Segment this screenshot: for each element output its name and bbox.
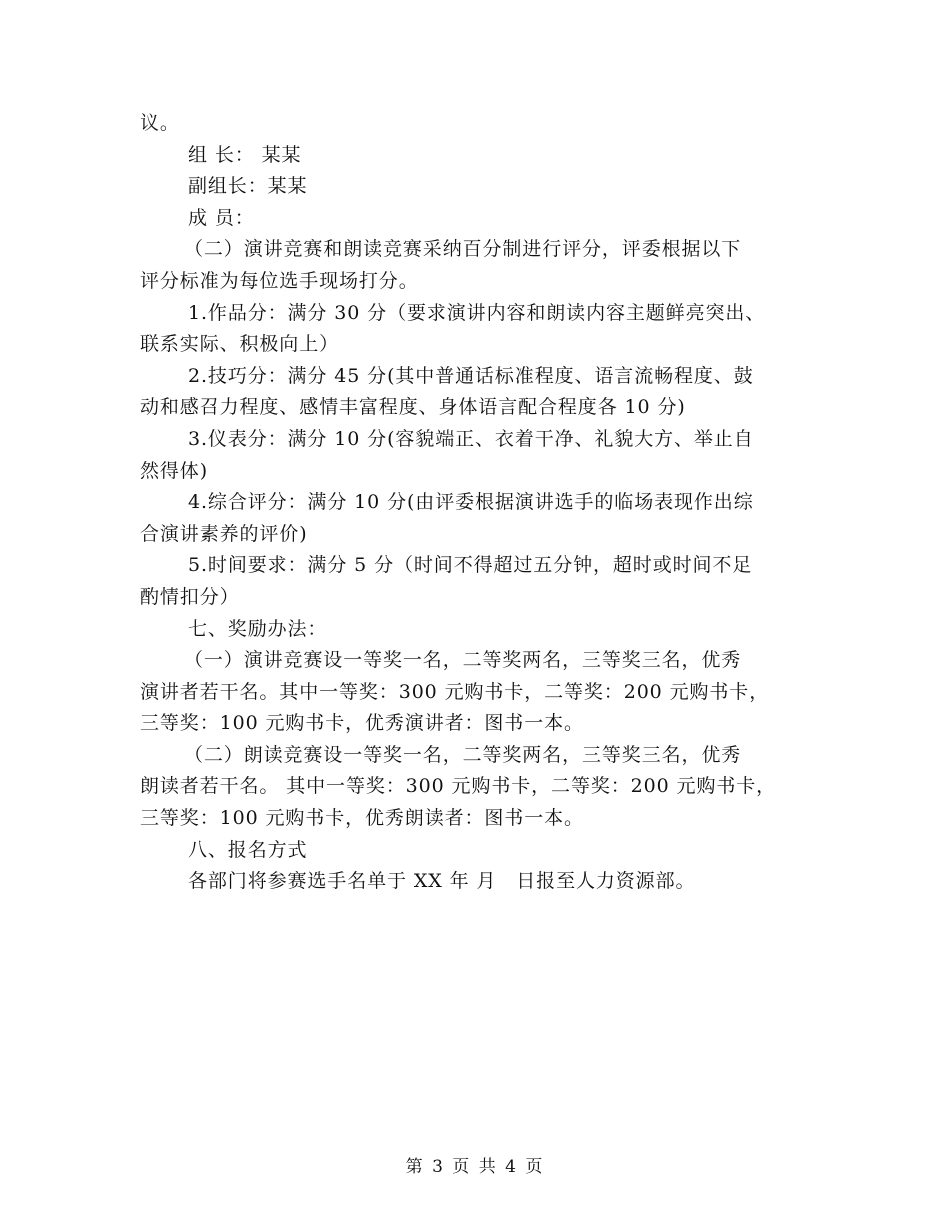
paragraph-line: 朗读者若干名。 其中一等奖：300 元购书卡，二等奖：200 元购书卡， bbox=[140, 775, 777, 798]
paragraph-line: 三等奖：100 元购书卡，优秀朗读者：图书一本。 bbox=[140, 807, 584, 830]
document-body bbox=[140, 108, 800, 898]
paragraph-line: （二）演讲竞赛和朗读竞赛采纳百分制进行评分，评委根据以下 bbox=[184, 238, 742, 261]
list-item: 2.技巧分：满分 45 分(其中普通话标准程度、语言流畅程度、鼓 bbox=[188, 364, 754, 387]
paragraph-line: 演讲者若干名。其中一等奖：300 元购书卡，二等奖：200 元购书卡， bbox=[140, 680, 770, 703]
section-heading: 七、奖励办法： bbox=[188, 617, 328, 640]
paragraph-line: （二）朗读竞赛设一等奖一名，二等奖两名，三等奖三名，优秀 bbox=[184, 743, 742, 766]
deputy-leader-line: 副组长：某某 bbox=[188, 175, 308, 198]
section-heading: 八、报名方式 bbox=[188, 838, 308, 861]
paragraph-line: 联系实际、积极向上） bbox=[140, 333, 340, 356]
members-line: 成 员： bbox=[188, 206, 255, 229]
list-item: 1.作品分：满分 30 分（要求演讲内容和朗读内容主题鲜亮突出、 bbox=[188, 301, 766, 324]
list-item: 5.时间要求：满分 5 分（时间不得超过五分钟，超时或时间不足 bbox=[188, 554, 753, 577]
list-item: 4.综合评分：满分 10 分(由评委根据演讲选手的临场表现作出综 bbox=[188, 491, 754, 514]
paragraph-line: 三等奖：100 元购书卡，优秀演讲者：图书一本。 bbox=[140, 712, 584, 735]
paragraph-line: （一）演讲竞赛设一等奖一名，二等奖两名，三等奖三名，优秀 bbox=[184, 649, 742, 672]
paragraph-line: 议。 bbox=[140, 112, 180, 134]
paragraph-line: 然得体) bbox=[140, 459, 209, 482]
paragraph-line: 动和感召力程度、感情丰富程度、身体语言配合程度各 10 分) bbox=[140, 396, 686, 419]
page-number: 第 3 页 共 4 页 bbox=[405, 1157, 545, 1177]
paragraph-line: 合演讲素养的评价) bbox=[140, 522, 308, 545]
paragraph-line: 酌情扣分） bbox=[140, 585, 240, 608]
paragraph-line: 评分标准为每位选手现场打分。 bbox=[140, 269, 419, 292]
paragraph-line: 各部门将参赛选手名单于 XX 年 月 日报至人力资源部。 bbox=[188, 870, 696, 893]
list-item: 3.仪表分：满分 10 分(容貌端正、衣着干净、礼貌大方、举止自 bbox=[188, 427, 754, 450]
leader-line: 组 长： 某某 bbox=[188, 143, 302, 166]
